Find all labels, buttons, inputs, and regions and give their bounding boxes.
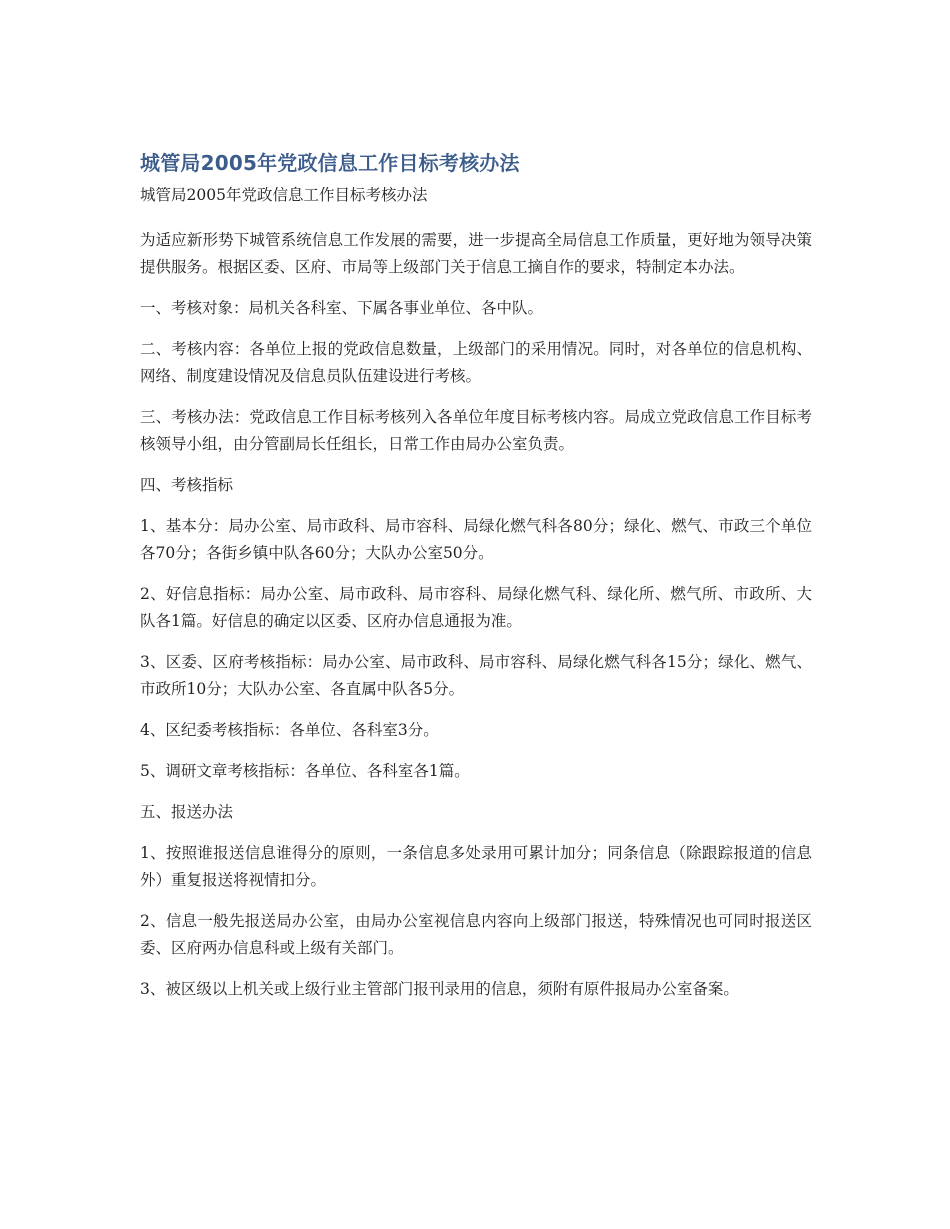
paragraph: 3、被区级以上机关或上级行业主管部门报刊录用的信息，须附有原件报局办公室备案。 bbox=[140, 980, 739, 998]
section-heading: 四、考核指标 bbox=[140, 476, 234, 494]
paragraph: 5、调研文章考核指标：各单位、各科室各1篇。 bbox=[140, 762, 470, 780]
document-body bbox=[140, 227, 812, 1003]
document-page bbox=[140, 148, 812, 1017]
document-title: 城管局2005年党政信息工作目标考核办法 bbox=[140, 151, 520, 175]
paragraph: 一、考核对象：局机关各科室、下属各事业单位、各中队。 bbox=[140, 299, 544, 317]
document-subtitle: 城管局2005年党政信息工作目标考核办法 bbox=[140, 186, 428, 204]
paragraph: 二、考核内容：各单位上报的党政信息数量，上级部门的采用情况。同时，对各单位的信息机构、网络、制度建设情况及信息员队伍建设进行考核。 bbox=[140, 340, 812, 385]
paragraph: 3、区委、区府考核指标：局办公室、局市政科、局市容科、局绿化燃气科各15分；绿化、燃气、市政所10分；大队办公室、各直属中队各5分。 bbox=[140, 653, 812, 698]
paragraph: 2、好信息指标：局办公室、局市政科、局市容科、局绿化燃气科、绿化所、燃气所、市政所、大队各1篇。好信息的确定以区委、区府办信息通报为准。 bbox=[140, 585, 812, 630]
section-heading: 五、报送办法 bbox=[140, 803, 234, 821]
paragraph: 为适应新形势下城管系统信息工作发展的需要，进一步提高全局信息工作质量，更好地为领导决策提供服务。根据区委、区府、市局等上级部门关于信息工摘自作的要求，特制定本办法。 bbox=[140, 231, 812, 276]
paragraph: 1、基本分：局办公室、局市政科、局市容科、局绿化燃气科各80分；绿化、燃气、市政三个单位各70分；各街乡镇中队各60分；大队办公室50分。 bbox=[140, 517, 812, 562]
paragraph: 2、信息一般先报送局办公室，由局办公室视信息内容向上级部门报送，特殊情况也可同时报送区委、区府两办信息科或上级有关部门。 bbox=[140, 912, 812, 957]
paragraph: 1、按照谁报送信息谁得分的原则，一条信息多处录用可累计加分；同条信息（除跟踪报道的信息外）重复报送将视情扣分。 bbox=[140, 844, 812, 889]
paragraph: 4、区纪委考核指标：各单位、各科室3分。 bbox=[140, 721, 439, 739]
paragraph: 三、考核办法：党政信息工作目标考核列入各单位年度目标考核内容。局成立党政信息工作目标考核领导小组，由分管副局长任组长，日常工作由局办公室负责。 bbox=[140, 408, 812, 453]
